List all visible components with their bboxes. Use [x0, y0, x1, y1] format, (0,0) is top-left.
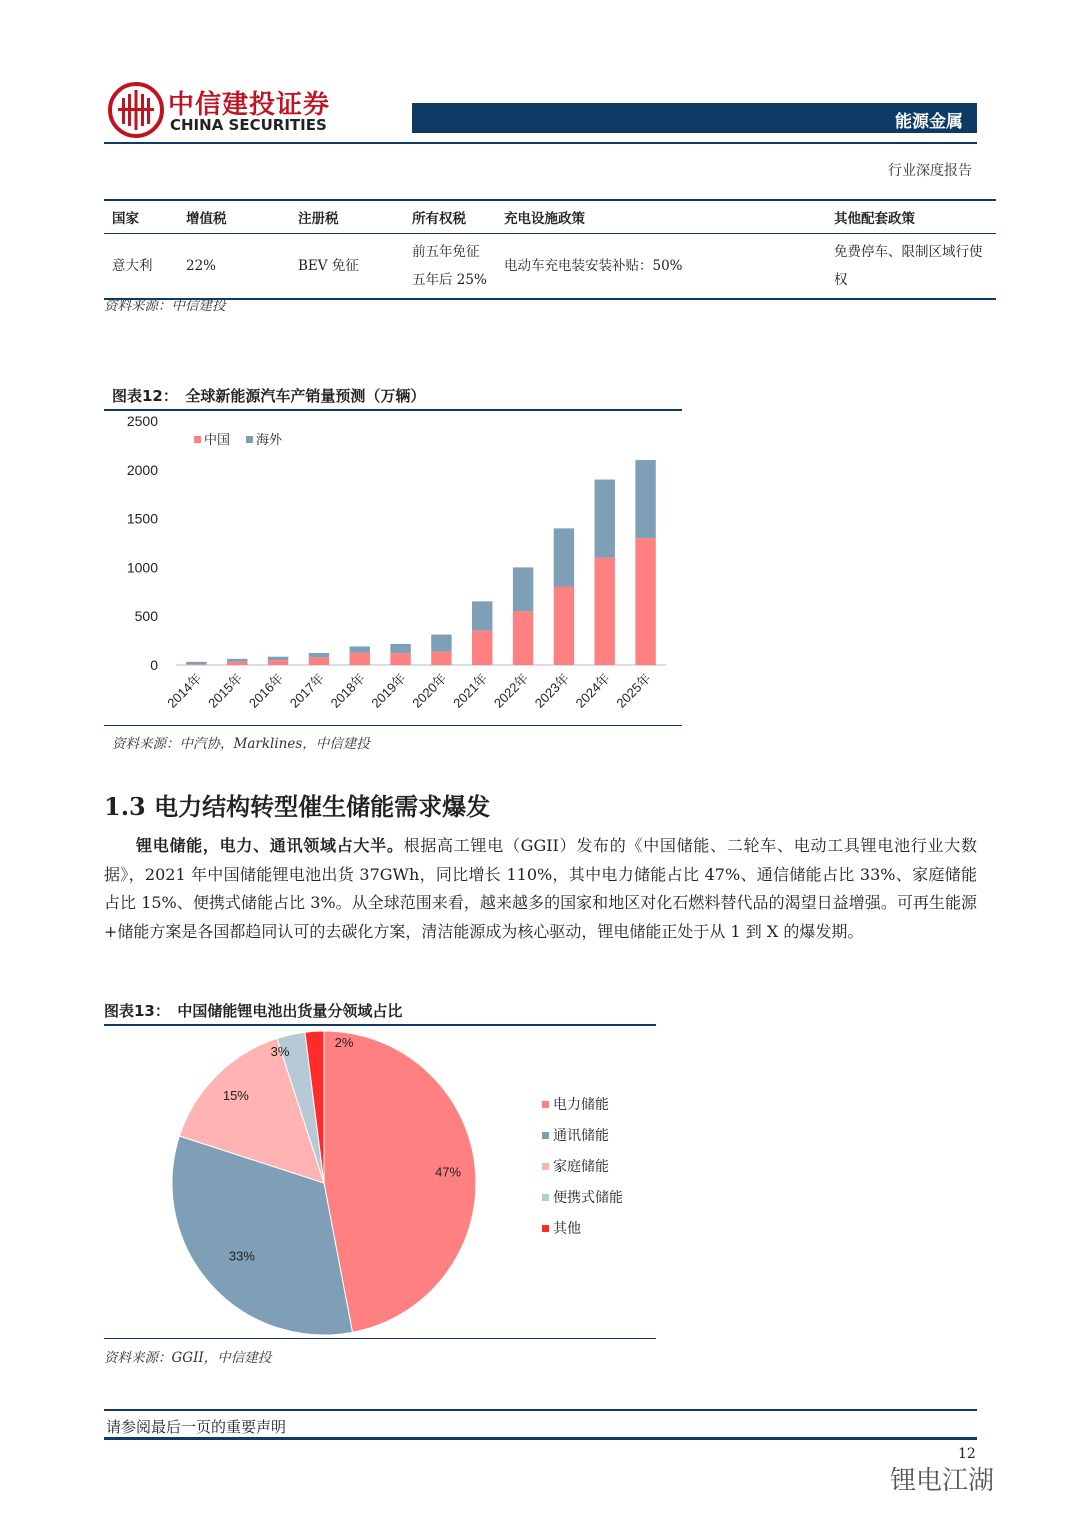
- legend-label: 中国: [204, 433, 231, 448]
- bar-overseas: [309, 653, 329, 657]
- figure13-source: 资料来源：GGII，中信建投: [104, 1350, 272, 1366]
- bar-overseas: [554, 528, 574, 587]
- footer-divider-bold: [104, 1437, 977, 1440]
- y-tick-label: 0: [150, 657, 158, 673]
- pie-slice: [324, 1031, 476, 1332]
- bar-china: [268, 660, 288, 665]
- pie-value-label: 47%: [435, 1164, 462, 1180]
- header-divider: [104, 142, 977, 144]
- footer-divider: [104, 1409, 977, 1411]
- pie-value-label: 33%: [228, 1248, 255, 1264]
- bar-overseas: [431, 635, 451, 652]
- y-tick-label: 500: [134, 608, 158, 625]
- table-header: 充电设施政策: [496, 200, 826, 234]
- bar-china: [431, 652, 451, 665]
- legend-label: 电力储能: [553, 1097, 609, 1113]
- report-type: 行业深度报告: [888, 163, 972, 179]
- cell-other: [826, 234, 996, 300]
- bar-china: [554, 587, 574, 665]
- table-header: 增值税: [178, 200, 290, 234]
- logo-icon: [108, 82, 164, 138]
- cell-ownership-line1: 前五年免征: [412, 244, 480, 260]
- bar-chart: [104, 411, 682, 725]
- figure12-title: 图表12： 全球新能源汽车产销量预测（万辆）: [112, 387, 426, 405]
- x-tick-label: 2024年: [572, 670, 613, 711]
- table-header: 其他配套政策: [826, 200, 996, 234]
- paragraph-body: 根据高工锂电（GGII）发布的《中国储能、二轮车、电动工具锂电池行业大数据》，2021 年中国储能锂电池出货 37GWh，同比增长 110%，其中电力储能占比 47%、通信储能占比 33%、家庭储能占比 15%、便携式储能占比 3%。从全球范围来看，越来越多的国家和地区对化石燃料替代品的渴望日益增强。可再生能源+储能方案是各国都趋同认可的去碳化方案，清洁能源成为核心驱动，锂电储能正处于从 1 到 X 的爆发期。: [104, 836, 977, 941]
- bar-china: [513, 611, 533, 665]
- bar-overseas: [595, 480, 615, 558]
- figure12-source: 资料来源：中汽协，Marklines，中信建投: [112, 736, 370, 752]
- section-banner: [412, 103, 977, 133]
- x-tick-label: 2016年: [245, 670, 287, 711]
- bar-overseas: [513, 567, 533, 611]
- bar-china: [595, 558, 615, 665]
- table-row: [104, 234, 996, 300]
- x-tick-label: 2020年: [409, 670, 450, 711]
- legend-swatch: [542, 1101, 549, 1108]
- bar-overseas: [268, 657, 288, 660]
- table-header: 注册税: [290, 200, 404, 234]
- pie-value-label: 3%: [270, 1044, 290, 1059]
- logo-chinese: 中信建投证券: [168, 90, 331, 120]
- y-tick-label: 1500: [126, 510, 158, 527]
- legend-swatch: [542, 1225, 549, 1232]
- bar-overseas: [390, 644, 410, 653]
- x-tick-label: 2019年: [368, 670, 409, 711]
- cell-other-line2: 权: [834, 272, 848, 288]
- policy-table: [104, 199, 996, 300]
- section-title: 能源金属: [895, 112, 963, 132]
- bar-china: [309, 657, 329, 665]
- x-tick-label: 2022年: [490, 670, 532, 711]
- footer-note: 请参阅最后一页的重要声明: [106, 1418, 287, 1436]
- cell-ownership-line2: 五年后 25%: [412, 272, 487, 288]
- table-header: 所有权税: [404, 200, 496, 234]
- bar-overseas: [186, 662, 206, 664]
- table-source: 资料来源：中信建投: [104, 298, 226, 314]
- figure13-title: 图表13： 中国储能锂电池出货量分领域占比: [104, 1002, 403, 1020]
- body-paragraph: [104, 832, 977, 946]
- pie-value-label: 15%: [222, 1087, 249, 1103]
- bar-china: [472, 631, 492, 665]
- bar-overseas: [472, 601, 492, 630]
- legend-swatch: [194, 436, 201, 443]
- bar-overseas: [227, 659, 247, 662]
- bar-china: [390, 653, 410, 665]
- y-tick-label: 2500: [126, 413, 158, 429]
- legend-swatch: [542, 1194, 549, 1201]
- x-tick-label: 2023年: [531, 670, 573, 711]
- bar-china: [635, 538, 655, 665]
- logo-english: CHINA SECURITIES: [170, 116, 327, 134]
- legend-label: 其他: [553, 1221, 581, 1237]
- y-tick-label: 2000: [126, 461, 158, 478]
- x-tick-label: 2014年: [164, 670, 205, 711]
- legend-swatch: [542, 1163, 549, 1170]
- legend-label: 通讯储能: [553, 1128, 609, 1144]
- x-tick-label: 2015年: [205, 670, 246, 711]
- cell-other-line1: 免费停车、限制区域行使: [834, 244, 983, 260]
- cell-registration: BEV 免征: [290, 234, 404, 300]
- cell-vat: 22%: [178, 234, 290, 300]
- x-tick-label: 2017年: [286, 670, 328, 711]
- cell-country: 意大利: [104, 234, 178, 300]
- page-number: 12: [958, 1446, 976, 1462]
- cell-ownership: [404, 234, 496, 300]
- legend-label: 海外: [256, 433, 283, 448]
- x-tick-label: 2021年: [450, 670, 491, 711]
- table-header-row: [104, 200, 996, 234]
- x-tick-label: 2025年: [613, 670, 654, 711]
- bar-china: [350, 653, 370, 665]
- watermark: 锂电江湖: [890, 1466, 995, 1496]
- cell-charging: 电动车充电装安装补贴：50%: [496, 234, 826, 300]
- y-tick-label: 1000: [126, 559, 158, 576]
- bar-overseas: [635, 460, 655, 538]
- figure12-bottom-rule: [104, 725, 682, 726]
- bar-overseas: [350, 646, 370, 652]
- x-tick-label: 2018年: [327, 670, 368, 711]
- bar-china: [227, 662, 247, 665]
- paragraph-lead: 锂电储能，电力、通讯领域占大半。: [136, 836, 404, 855]
- table-header: 国家: [104, 200, 178, 234]
- legend-swatch: [542, 1132, 549, 1139]
- bar-china: [186, 664, 206, 665]
- legend-swatch: [246, 436, 253, 443]
- pie-chart: [104, 1026, 656, 1338]
- pie-value-label: 2%: [334, 1035, 354, 1050]
- legend-label: 家庭储能: [553, 1159, 609, 1175]
- legend-label: 便携式储能: [553, 1190, 623, 1206]
- figure13-bottom-rule: [104, 1338, 656, 1339]
- section-heading: 1.3 电力结构转型催生储能需求爆发: [104, 792, 491, 821]
